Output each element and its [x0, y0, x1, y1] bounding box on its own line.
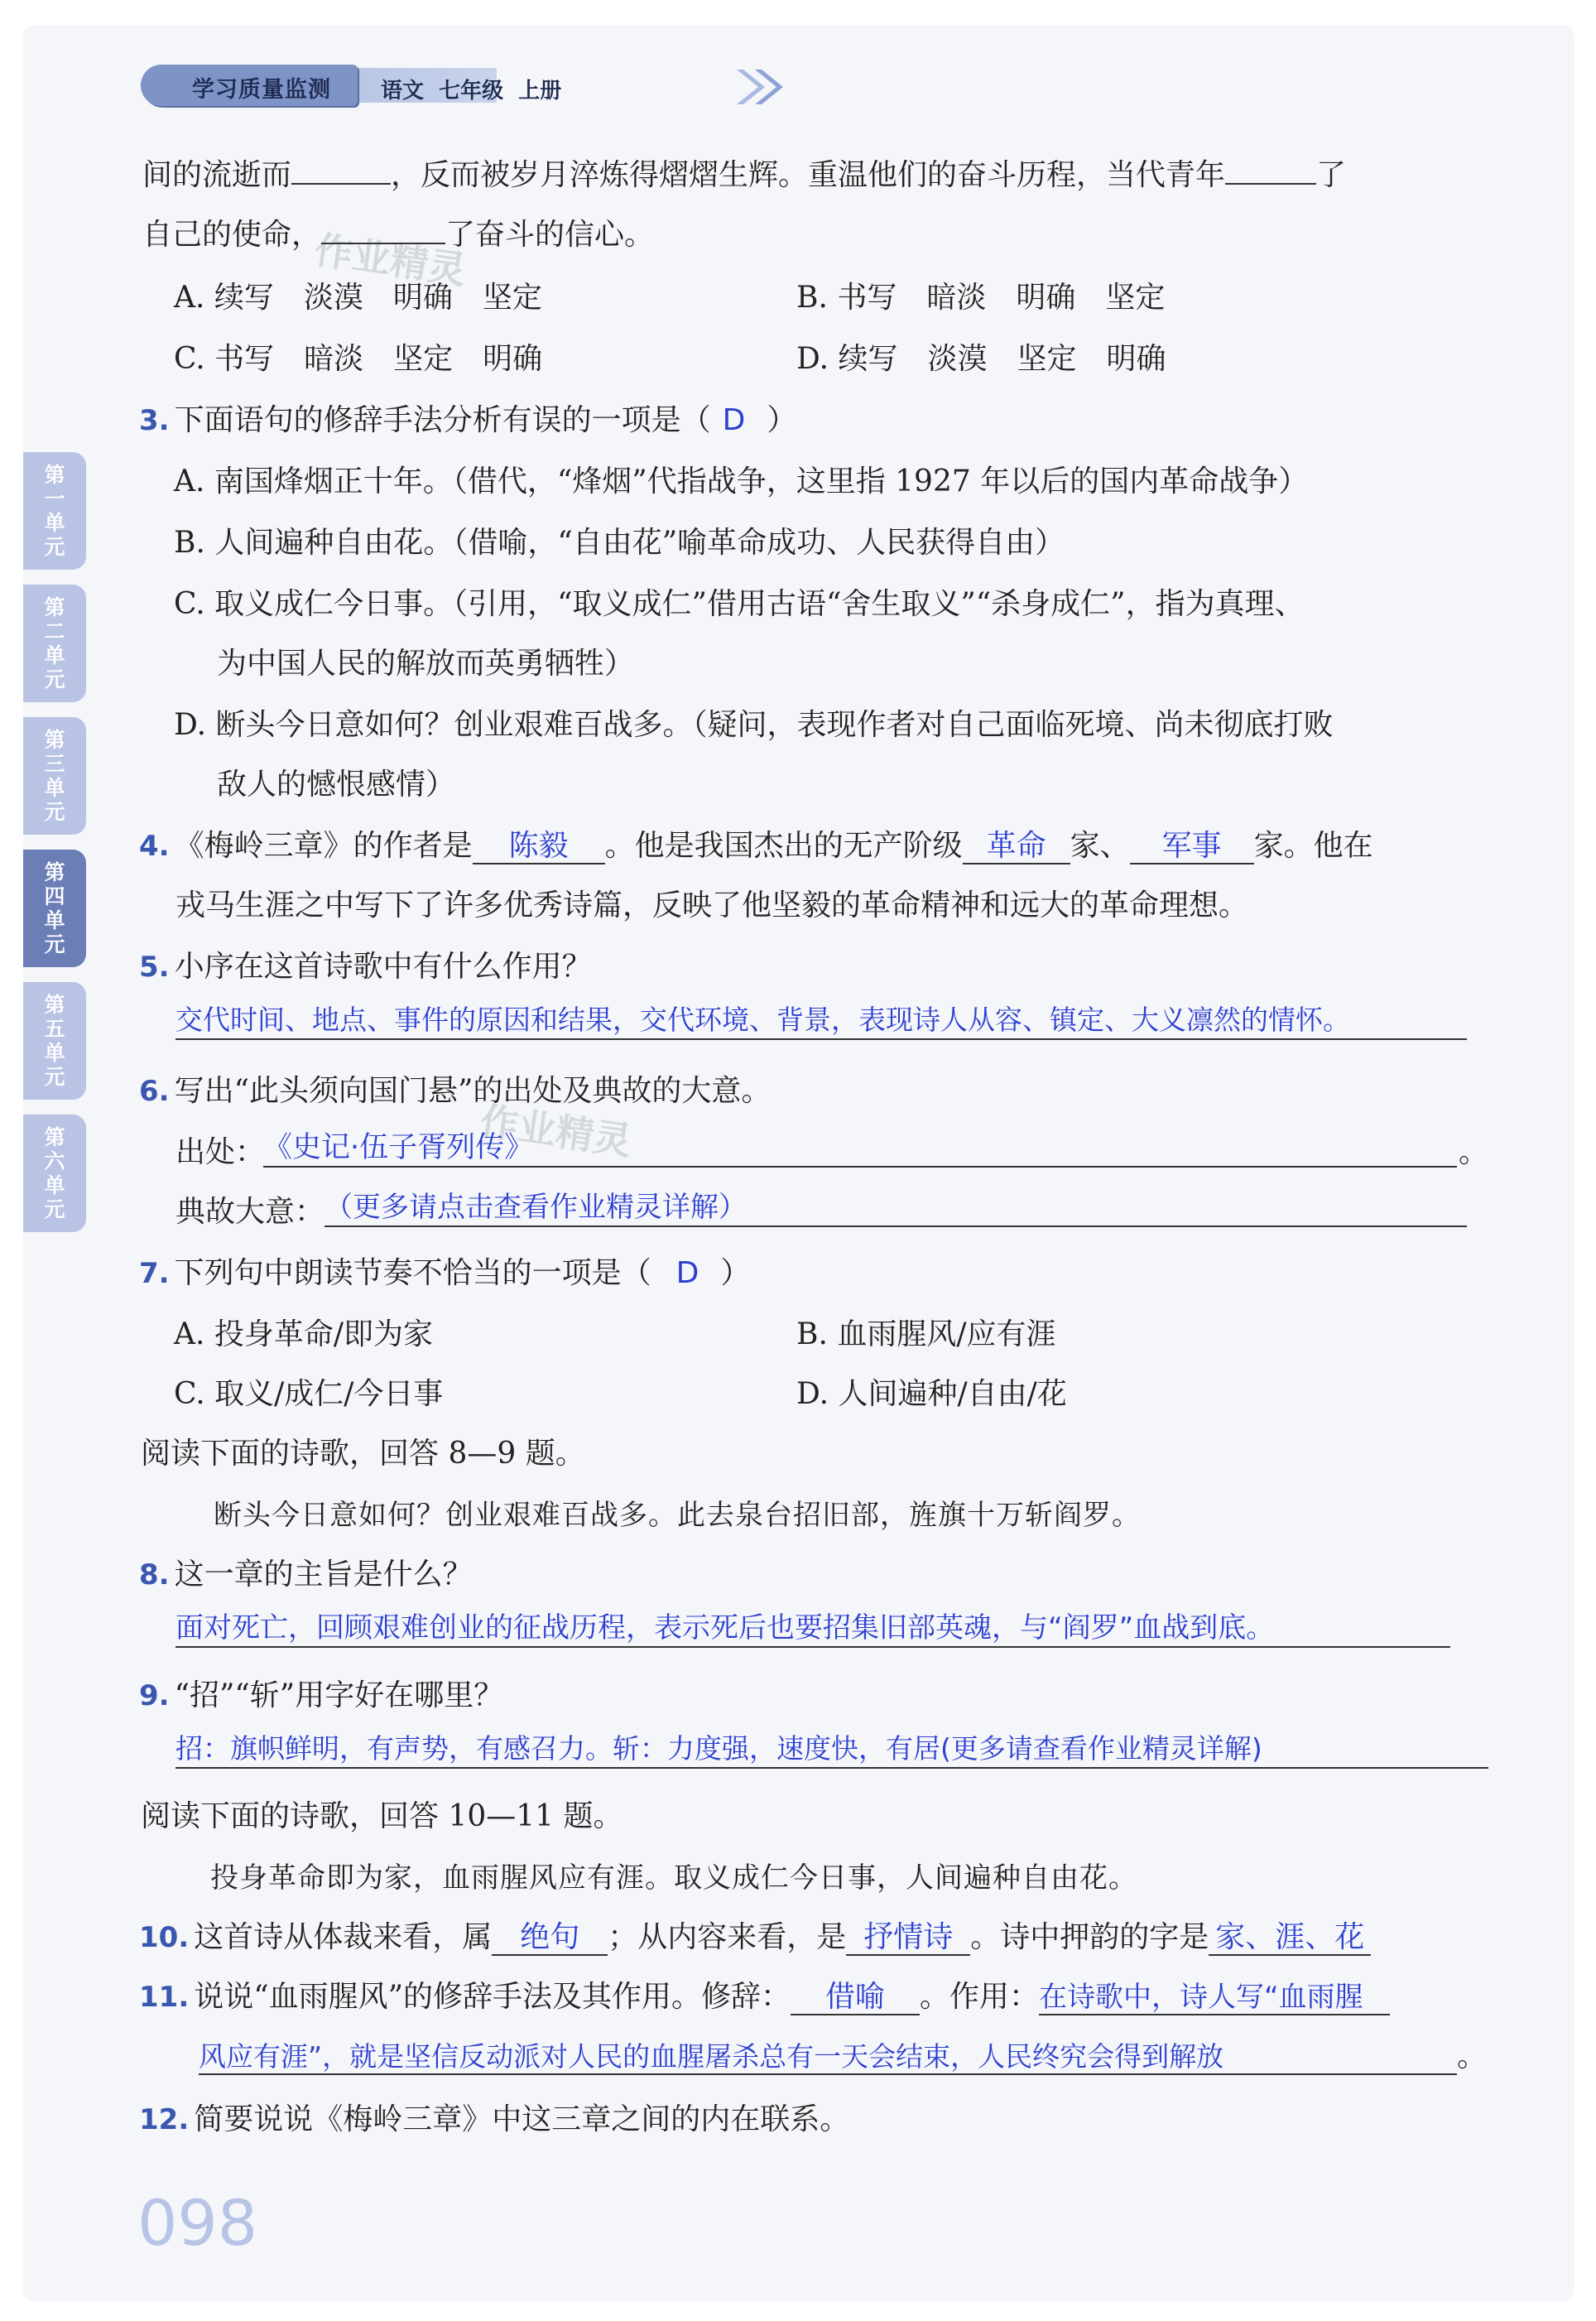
q4-answer-author[interactable]: 陈毅	[473, 830, 605, 864]
q11-number: 11.	[139, 1981, 190, 2014]
q3-option-d-line-2: 敌人的憾恨感情）	[217, 768, 456, 802]
q10-stem: 10. 这首诗从体裁来看，属 绝句 ；从内容来看，是 抒情诗 。诗中押韵的字是 家、涯、花	[139, 1919, 1371, 1956]
page-header	[141, 65, 704, 109]
tab-unit-4[interactable]: 第四单元	[23, 850, 86, 967]
q6-period: 。	[1459, 1135, 1489, 1169]
q11-line-2: 风应有涯”，就是坚信反动派对人民的血腥屠杀总有一天会结束，人民终究会得到解放 。	[199, 2039, 1488, 2073]
q3-option-c-line-1[interactable]: C. 取义成仁今日事。（引用，“取义成仁”借用古语“舍生取义”“杀身成仁”，指为真理、	[174, 587, 1305, 621]
reading-1-poem: 断头今日意如何？创业艰难百战多。此去泉台招旧部，旌旗十万斩阎罗。	[214, 1499, 1141, 1532]
q7-option-b[interactable]: B. 血雨腥风/应有涯	[796, 1317, 1056, 1351]
q8-answer[interactable]: 面对死亡，回顾艰难创业的征战历程，表示死后也要招集旧部英魂，与“阎罗”血战到底。	[175, 1610, 1450, 1648]
q6-source-answer[interactable]: 《史记·伍子胥列传》	[263, 1129, 1457, 1168]
q3-option-d-line-1[interactable]: D. 断头今日意如何？创业艰难百战多。（疑问，表现作者对自己面临死境、尚未彻底打败	[174, 708, 1334, 742]
tab-unit-3[interactable]: 第三单元	[23, 717, 86, 835]
q4-answer-1[interactable]: 革命	[963, 830, 1070, 864]
q11-answer-effect-1[interactable]: 在诗歌中，诗人写“血雨腥	[1039, 1981, 1390, 2015]
q3-option-b[interactable]: B. 人间遍种自由花。（借喻，“自由花”喻革命成功、人民获得自由）	[174, 526, 1065, 560]
q2-blank-3[interactable]	[321, 243, 445, 244]
header-grade: 七年级	[439, 79, 504, 104]
q7-number: 7.	[139, 1257, 170, 1290]
q7-option-a[interactable]: A. 投身革命/即为家	[174, 1317, 434, 1351]
tab-unit-6[interactable]: 第六单元	[23, 1115, 86, 1232]
q4-number: 4.	[139, 830, 170, 863]
q8-number: 8.	[139, 1558, 170, 1591]
reading-1-intro: 阅读下面的诗歌，回答 8—9 题。	[141, 1437, 585, 1471]
q5-stem: 5. 小序在这首诗歌中有什么作用？	[139, 950, 592, 984]
header-chevron-icon	[637, 66, 844, 108]
q4-stem: 4. 《梅岭三章》的作者是 陈毅 。他是我国杰出的无产阶级 革命 家、 军事 家。他在	[139, 829, 1373, 863]
q10-answer-rhymes[interactable]: 家、涯、花	[1209, 1921, 1371, 1956]
q2-line-1: 间的流逝而 ，反而被岁月淬炼得熠熠生辉。重温他们的奋斗历程，当代青年 了	[142, 158, 1347, 192]
tab-unit-5[interactable]: 第五单元	[23, 982, 86, 1100]
q2-option-a[interactable]: A. 续写 淡漠 明确 坚定	[174, 281, 542, 315]
q3-option-a[interactable]: A. 南国烽烟正十年。（借代，“烽烟”代指战争，这里指 1927 年以后的国内革命战争）	[174, 465, 1309, 498]
q2-option-b[interactable]: B. 书写 暗淡 明确 坚定	[796, 281, 1166, 315]
q11-answer-effect-2[interactable]: 风应有涯”，就是坚信反动派对人民的血腥屠杀总有一天会结束，人民终究会得到解放	[199, 2040, 1457, 2075]
q4-line-2: 戎马生涯之中写下了许多优秀诗篇，反映了他坚毅的革命精神和远大的革命理想。	[175, 888, 1249, 922]
q10-number: 10.	[139, 1921, 190, 1954]
q2-blank-2[interactable]	[1225, 183, 1316, 185]
q2-option-c[interactable]: C. 书写 暗淡 坚定 明确	[174, 342, 543, 376]
q6-stem: 6. 写出“此头须向国门悬”的出处及典故的大意。	[139, 1074, 772, 1108]
q4-answer-2[interactable]: 军事	[1130, 830, 1254, 864]
q6-story-answer[interactable]: （更多请点击查看作业精灵详解）	[324, 1189, 1467, 1227]
tab-unit-1[interactable]: 第一单元	[23, 452, 86, 570]
q9-stem: 9. “招”“斩”用字好在哪里？	[139, 1678, 504, 1712]
q10-answer-form[interactable]: 绝句	[492, 1921, 608, 1956]
q5-number: 5.	[139, 951, 170, 984]
header-subject: 语文	[381, 79, 425, 104]
reading-2-intro: 阅读下面的诗歌，回答 10—11 题。	[141, 1799, 623, 1833]
q7-answer: D	[675, 1256, 699, 1290]
q12-number: 12.	[139, 2103, 190, 2136]
q7-stem: 7. 下列句中朗读节奏不恰当的一项是（ D ）	[139, 1256, 751, 1290]
reading-2-poem: 投身革命即为家，血雨腥风应有涯。取义成仁今日事，人间遍种自由花。	[210, 1861, 1137, 1895]
tab-unit-2[interactable]: 第二单元	[23, 585, 86, 702]
q6-number: 6.	[139, 1075, 170, 1108]
watermark: 作业精灵	[311, 227, 469, 293]
q11-stem: 11. 说说“血雨腥风”的修辞手法及其作用。修辞： 借喻 。作用：在诗歌中，诗人写“血雨腥	[139, 1979, 1390, 2015]
page-number: 098	[137, 2186, 258, 2260]
q2-blank-1[interactable]	[291, 183, 391, 185]
q11-answer-rhetoric[interactable]: 借喻	[791, 1981, 920, 2015]
header-subject-line	[381, 74, 561, 104]
q3-number: 3.	[139, 404, 170, 437]
q9-number: 9.	[139, 1679, 170, 1712]
q3-option-c-line-2: 为中国人民的解放而英勇牺牲）	[217, 647, 635, 681]
q3-stem: 3. 下面语句的修辞手法分析有误的一项是（ D ）	[139, 403, 797, 437]
q2-line-2: 自己的使命， 了奋斗的信心。	[142, 218, 655, 252]
header-title: 学习质量监测	[192, 77, 331, 103]
q10-answer-content[interactable]: 抒情诗	[846, 1921, 970, 1956]
q12-stem: 12. 简要说说《梅岭三章》中这三章之间的内在联系。	[139, 2102, 850, 2136]
q6-source-label: 出处：	[175, 1135, 266, 1169]
header-volume: 上册	[518, 79, 562, 104]
q2-option-d[interactable]: D. 续写 淡漠 坚定 明确	[796, 342, 1166, 376]
q7-option-d[interactable]: D. 人间遍种/自由/花	[796, 1377, 1067, 1411]
q5-answer[interactable]: 交代时间、地点、事件的原因和结果，交代环境、背景，表现诗人从容、镇定、大义凛然的情怀。	[175, 1002, 1467, 1040]
q8-stem: 8. 这一章的主旨是什么？	[139, 1558, 473, 1591]
q7-option-c[interactable]: C. 取义/成仁/今日事	[174, 1377, 444, 1411]
q6-story-label: 典故大意：	[175, 1195, 325, 1229]
q3-answer: D	[722, 403, 746, 437]
watermark: 作业精灵	[477, 1098, 635, 1164]
q9-answer[interactable]: 招：旗帜鲜明，有声势，有感召力。斩：力度强，速度快，有居(更多请查看作业精灵详解)	[175, 1731, 1488, 1769]
